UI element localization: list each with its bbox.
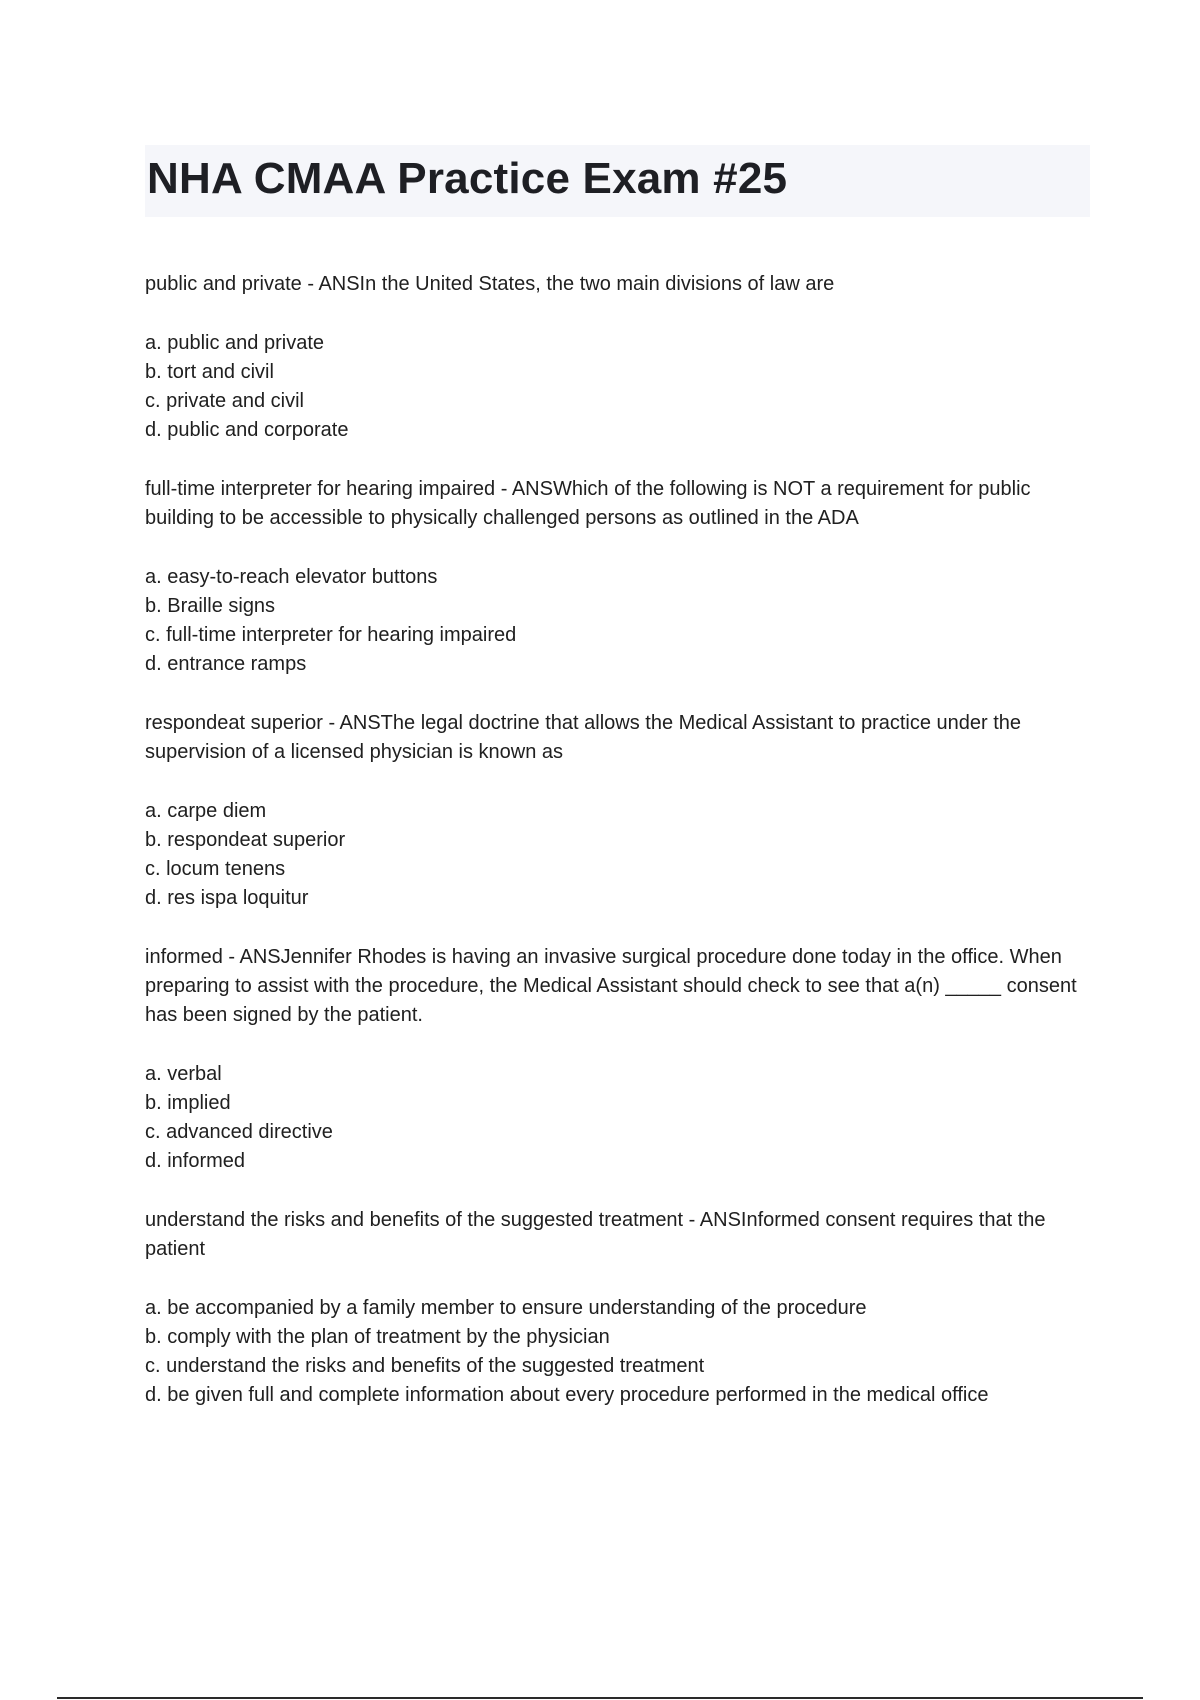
answer-option: a. easy-to-reach elevator buttons [145,566,438,588]
answer-options [145,1294,1090,1410]
answer-options [145,797,1090,913]
question-text: full-time interpreter for hearing impaired - ANSWhich of the following is NOT a requirement for public building to be accessible to physically challenged persons as outlined in the ADA [145,478,1031,529]
answer-options [145,563,1090,679]
answer-option: c. locum tenens [145,858,286,880]
question-block [145,709,1090,913]
question-block [145,1206,1090,1410]
answer-option: a. public and private [145,332,325,354]
answer-option: a. carpe diem [145,800,267,822]
answer-option: b. respondeat superior [145,829,346,851]
question-text: informed - ANSJennifer Rhodes is having an invasive surgical procedure done today in the office. When preparing to assist with the procedure, the Medical Assistant should check to see that a(n) _____ consent has been signed by the patient. [145,946,1077,1026]
question-block [145,475,1090,679]
footer-divider [57,1697,1143,1699]
question-text: respondeat superior - ANSThe legal doctrine that allows the Medical Assistant to practice under the supervision of a licensed physician is known as [145,712,1022,763]
answer-options [145,329,1090,445]
answer-option: c. understand the risks and benefits of the suggested treatment [145,1355,705,1377]
title-banner [145,145,1090,217]
answer-option: d. informed [145,1150,246,1172]
answer-option: b. implied [145,1092,231,1114]
answer-option: d. public and corporate [145,419,349,441]
answer-option: b. comply with the plan of treatment by the physician [145,1326,610,1348]
page-title: NHA CMAA Practice Exam #25 [147,154,788,203]
answer-option: d. be given full and complete information about every procedure performed in the medical office [145,1384,989,1406]
answer-option: a. be accompanied by a family member to ensure understanding of the procedure [145,1297,867,1319]
answer-option: b. Braille signs [145,595,276,617]
answer-option: b. tort and civil [145,361,274,383]
answer-option: c. full-time interpreter for hearing impaired [145,624,517,646]
question-block [145,943,1090,1176]
answer-option: d. entrance ramps [145,653,307,675]
answer-option: a. verbal [145,1063,222,1085]
answer-options [145,1060,1090,1176]
question-text: public and private - ANSIn the United States, the two main divisions of law are [145,273,835,295]
question-text: understand the risks and benefits of the suggested treatment - ANSInformed consent requires that the patient [145,1209,1046,1260]
answer-option: c. advanced directive [145,1121,333,1143]
answer-option: d. res ispa loquitur [145,887,309,909]
question-list [145,270,1090,1440]
question-block [145,270,1090,445]
answer-option: c. private and civil [145,390,304,412]
